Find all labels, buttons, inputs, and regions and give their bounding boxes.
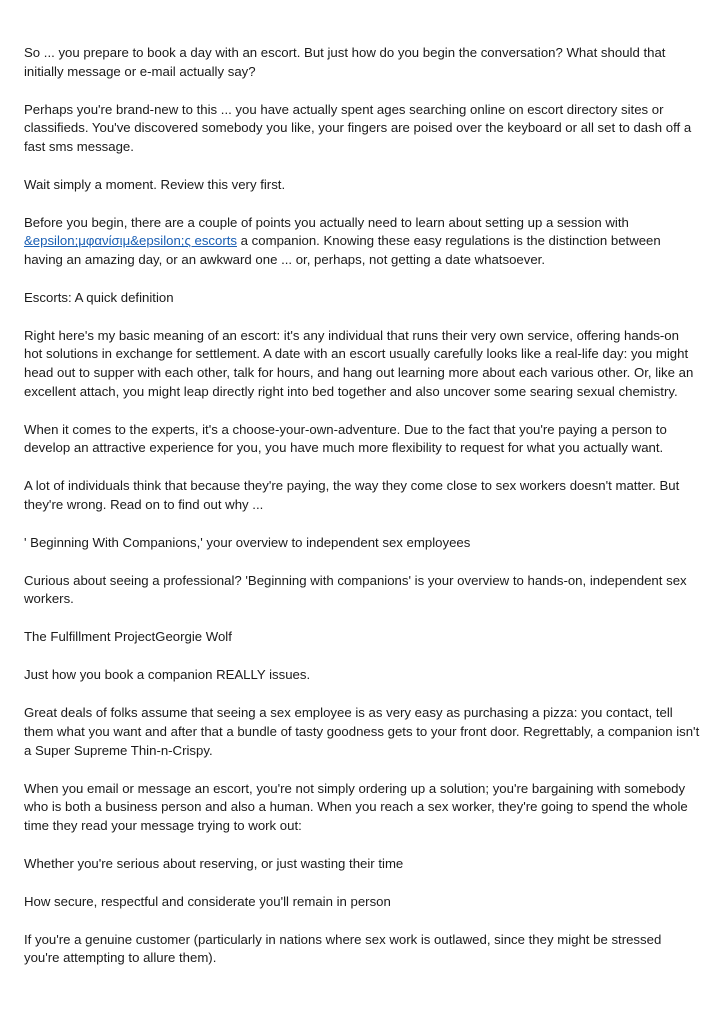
paragraph-before-text: Before you begin, there are a couple of points you actually need to learn about setting up a session with [24,214,629,230]
paragraph-paying: A lot of individuals think that because they're paying, the way they come close to sex workers doesn't matter. But they're wrong. Read on to find out why ... [24,478,680,512]
escorts-link[interactable]: &epsilon;μφανίσιμ&epsilon;ς escorts [24,233,237,249]
paragraph-new-to-this: Perhaps you're brand-new to this ... you have actually spent ages searching online on escort directory sites or classifieds. You've discovered somebody you like, your fingers are poised over the keyboard or all set to dash off a fast sms message. [24,101,692,154]
list-item-serious: Whether you're serious about reserving, or just wasting their time [24,855,404,871]
paragraph-experts: When it comes to the experts, it's a choose-your-own-adventure. Due to the fact that you're paying a person to develop an attractive experience for you, you have much more flexibility to request for what you actually want. [24,421,667,456]
paragraph-before-you-begin [24,214,700,270]
paragraph-after-text: a companion. Knowing these easy regulations is the distinction between having an amazing day, or an awkward one ... or, perhaps, not getting a date whatsoever. [24,233,661,267]
paragraph-definition: Right here's my basic meaning of an escort: it's any individual that runs their very own service, offering hands-on hot solutions in exchange for settlement. A date with an escort usually carefully looks like a real-life day: you might head out to supper with each other, talk for hours, and hang out learning more about each various other. Or, like an excellent attach, you might leap directly right into bed together and also uncover some searing sexual chemistry. [24,327,694,399]
paragraph-email-message: When you email or message an escort, you're not simply ordering up a solution; you're bargaining with somebody who is both a business person and also a human. When you reach a sex worker, they're going to spend the whole time they read your message trying to work out: [24,780,688,833]
byline: The Fulfillment ProjectGeorgie Wolf [24,629,232,645]
paragraph-wait: Wait simply a moment. Review this very first. [24,176,286,192]
list-item-genuine-customer: If you're a genuine customer (particularly in nations where sex work is outlawed, since they might be stressed you're attempting to allure them). [24,931,662,966]
paragraph-intro: So ... you prepare to book a day with an escort. But just how do you begin the conversation? What should that initially message or e-mail actually say? [24,45,666,79]
paragraph-pizza: Great deals of folks assume that seeing a sex employee is as very easy as purchasing a pizza: you contact, tell them what you want and after that a bundle of tasty goodness gets to your front door. Regrettably, a companion isn't a Super Supreme Thin-n-Crispy. [24,705,700,758]
article-body [24,44,700,987]
heading-how-you-book: Just how you book a companion REALLY issues. [24,667,311,683]
paragraph-curious: Curious about seeing a professional? 'Beginning with companions' is your overview to hands-on, independent sex workers. [24,572,687,607]
heading-beginning-with-companions: ' Beginning With Companions,' your overview to independent sex employees [24,534,471,550]
heading-quick-definition: Escorts: A quick definition [24,289,174,305]
list-item-secure: How secure, respectful and considerate you'll remain in person [24,893,391,909]
